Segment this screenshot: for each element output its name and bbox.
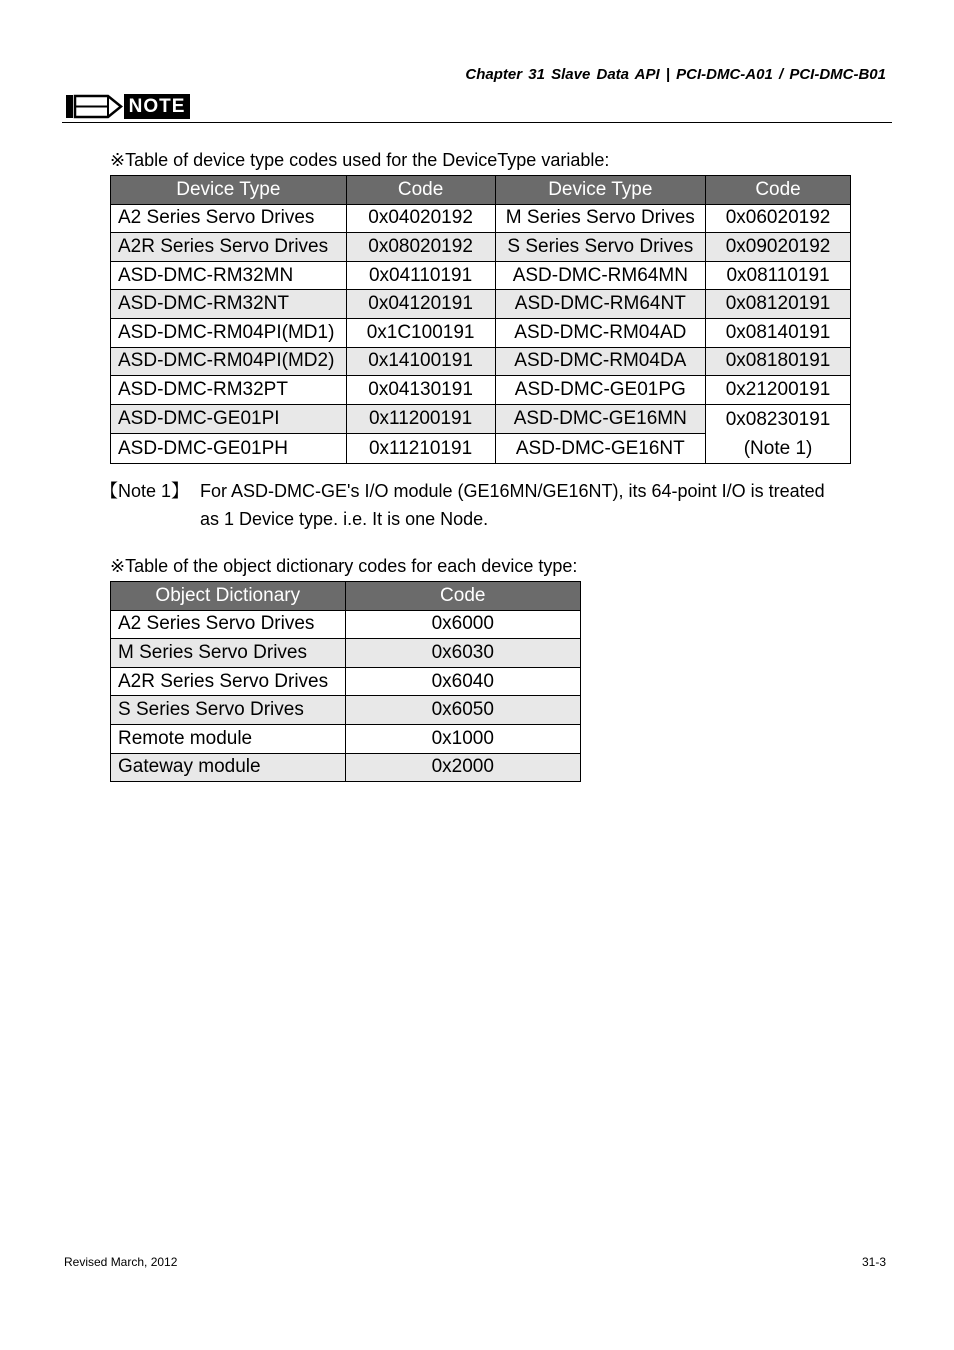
table-cell: 0x09020192 [706, 233, 851, 262]
od-table-caption: ※Table of the object dictionary codes for each device type: [110, 556, 578, 576]
table-cell: 0x14100191 [346, 347, 495, 376]
merged-code-cell [706, 404, 851, 463]
merged-code-value: 0x08230191 [725, 408, 831, 430]
table-cell: 0x6030 [345, 639, 580, 668]
table-cell: 0x1C100191 [346, 318, 495, 347]
table-row [111, 376, 851, 405]
table-cell: A2R Series Servo Drives [111, 667, 346, 696]
table-row [111, 233, 851, 262]
table-cell: M Series Servo Drives [111, 639, 346, 668]
table-cell: Remote module [111, 724, 346, 753]
table-header-row [111, 176, 851, 205]
table-cell: 0x11210191 [346, 434, 495, 464]
merged-code-note: (Note 1) [743, 437, 813, 459]
table-cell: 0x2000 [345, 753, 580, 782]
table-cell: M Series Servo Drives [495, 204, 706, 233]
table-row [111, 261, 851, 290]
table-cell: ASD-DMC-RM04DA [495, 347, 706, 376]
table-cell: 0x08120191 [706, 290, 851, 319]
table-cell: A2R Series Servo Drives [111, 233, 347, 262]
table-cell: ASD-DMC-RM32NT [111, 290, 347, 319]
table-cell: ASD-DMC-RM32MN [111, 261, 347, 290]
column-header: Object Dictionary [111, 582, 346, 611]
table-row [111, 204, 851, 233]
note-1-text: For ASD-DMC-GE's I/O module (GE16MN/GE16NT), its 64-point I/O is treated as 1 Device type. i.e. It is one Node. [200, 481, 825, 529]
note-1-tag: 【Note 1】 [100, 481, 190, 501]
table-cell: ASD-DMC-RM64NT [495, 290, 706, 319]
column-header: Code [346, 176, 495, 205]
device-table-caption: ※Table of device type codes used for the DeviceType variable: [110, 150, 610, 170]
table-row [111, 290, 851, 319]
table-cell: 0x04110191 [346, 261, 495, 290]
table-header-row [111, 582, 581, 611]
table-cell: Gateway module [111, 753, 346, 782]
header-rule [62, 122, 892, 123]
table-cell: 0x08110191 [706, 261, 851, 290]
table-cell: ASD-DMC-RM32PT [111, 376, 347, 405]
table-cell: ASD-DMC-GE16MN [495, 404, 706, 434]
pencil-icon [64, 93, 124, 120]
table-cell: ASD-DMC-GE01PI [111, 404, 347, 434]
table-cell: A2 Series Servo Drives [111, 610, 346, 639]
column-header: Code [345, 582, 580, 611]
table-cell: 0x08140191 [706, 318, 851, 347]
column-header: Device Type [111, 176, 347, 205]
table-row [111, 724, 581, 753]
table-row [111, 404, 851, 434]
table-cell: 0x04130191 [346, 376, 495, 405]
note-label: NOTE [124, 94, 190, 119]
column-header: Device Type [495, 176, 706, 205]
table-cell: 0x6050 [345, 696, 580, 725]
table-row [111, 610, 581, 639]
table-cell: S Series Servo Drives [495, 233, 706, 262]
footer-page-number: 31-3 [861, 1255, 886, 1269]
table-cell: ASD-DMC-GE16NT [495, 434, 706, 464]
table-row [111, 318, 851, 347]
table-cell: 0x11200191 [346, 404, 495, 434]
table-cell: ASD-DMC-RM04AD [495, 318, 706, 347]
table-row [111, 696, 581, 725]
table-cell: 0x08180191 [706, 347, 851, 376]
footer-revision: Revised March, 2012 [64, 1255, 178, 1269]
device-type-table [110, 175, 851, 464]
table-cell: 0x1000 [345, 724, 580, 753]
table-cell: ASD-DMC-GE01PG [495, 376, 706, 405]
table-row [111, 347, 851, 376]
table-cell: ASD-DMC-RM04PI(MD1) [111, 318, 347, 347]
table-cell: 0x6040 [345, 667, 580, 696]
table-cell: A2 Series Servo Drives [111, 204, 347, 233]
table-row [111, 639, 581, 668]
table-row [111, 753, 581, 782]
column-header: Code [706, 176, 851, 205]
table-cell: 0x21200191 [706, 376, 851, 405]
table-cell: 0x04120191 [346, 290, 495, 319]
page-header: Chapter 31 Slave Data API | PCI-DMC-A01 / PCI-DMC-B01 [465, 66, 886, 83]
table-cell: S Series Servo Drives [111, 696, 346, 725]
table-cell: 0x04020192 [346, 204, 495, 233]
table-cell: 0x06020192 [706, 204, 851, 233]
table-cell: ASD-DMC-RM04PI(MD2) [111, 347, 347, 376]
object-dictionary-table [110, 581, 581, 782]
table-cell: ASD-DMC-RM64MN [495, 261, 706, 290]
table-cell: 0x08020192 [346, 233, 495, 262]
table-cell: 0x6000 [345, 610, 580, 639]
table-row [111, 667, 581, 696]
table-cell: ASD-DMC-GE01PH [111, 434, 347, 464]
